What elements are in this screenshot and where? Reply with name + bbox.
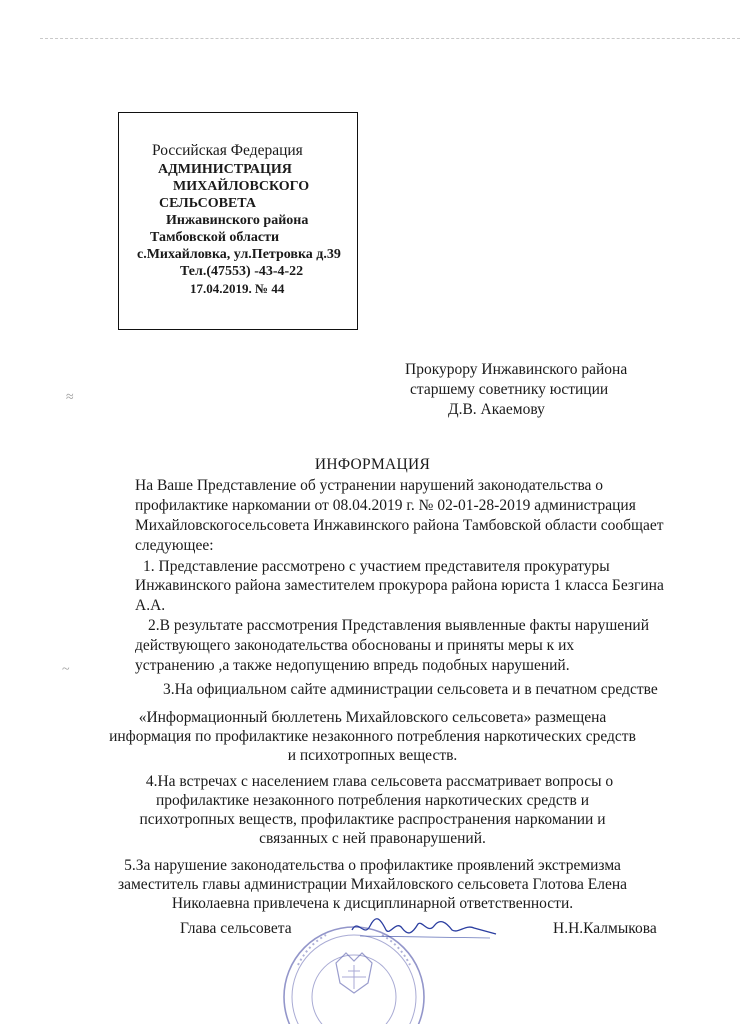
letterhead-region: Тамбовской области (150, 230, 280, 245)
letterhead-district: Инжавинского района (166, 213, 309, 228)
letterhead-org: СЕЛЬСОВЕТА (159, 196, 257, 211)
paragraph-2-line: действующего законодательства обоснованы и приняты меры к их (135, 637, 575, 654)
letterhead-org: МИХАЙЛОВСКОГО (173, 179, 310, 194)
handwritten-signature (350, 912, 500, 942)
letterhead-date-number: 17.04.2019. № 44 (190, 281, 285, 296)
intro-line: Михайловскогосельсовета Инжавинского района Тамбовской области сообщает (135, 517, 664, 534)
paragraph-2-line: 2.В результате рассмотрения Представления выявленные факты нарушений (148, 617, 650, 634)
paragraph-3-line: 3.На официальном сайте администрации сельсовета и в печатном средстве (163, 681, 658, 698)
addressee-rank: старшему советнику юстиции (410, 381, 609, 398)
intro-line: следующее: (135, 537, 214, 554)
letterhead-phone: Тел.(47553) -43-4-22 (180, 264, 304, 279)
intro-line: На Ваше Представление об устранении нарушений законодательства о (135, 477, 604, 494)
scan-mark: ≈ (66, 390, 74, 405)
paragraph-1-line: Инжавинского района заместителем прокурора района юриста 1 класса Безгина (135, 577, 664, 594)
letterhead-country: Российская Федерация (152, 142, 303, 159)
document-title: ИНФОРМАЦИЯ (314, 456, 431, 473)
letterhead-address: с.Михайловка, ул.Петровка д.39 (137, 247, 341, 262)
paragraph-1-line: А.А. (135, 597, 166, 614)
scan-mark: ~ (62, 662, 70, 677)
paragraph-4-line: связанных с ней правонарушений. (259, 830, 486, 847)
signature-position: Глава сельсовета (180, 920, 292, 937)
paragraph-3-line: информация по профилактике незаконного потребления наркотических средств (109, 728, 636, 745)
addressee-position: Прокурору Инжавинского района (405, 361, 628, 378)
letterhead-org: АДМИНИСТРАЦИЯ (158, 162, 292, 177)
paragraph-4-line: 4.На встречах с населением глава сельсовета рассматривает вопросы о (145, 773, 614, 790)
addressee-name: Д.В. Акаемову (448, 401, 545, 418)
paragraph-4-line: психотропных веществ, профилактике распространения наркомании и (139, 811, 606, 828)
paragraph-2-line: устранению ,а также недопущению впредь подобных нарушений. (135, 657, 570, 674)
paragraph-5-line: 5.За нарушение законодательства о профилактике проявлений экстремизма (124, 857, 621, 874)
paragraph-4-line: профилактике незаконного потребления наркотических средств и (156, 792, 589, 809)
signature-name: Н.Н.Калмыкова (553, 920, 657, 937)
intro-line: профилактике наркомании от 08.04.2019 г. № 02-01-28-2019 администрация (135, 497, 636, 514)
paragraph-3-line: «Информационный бюллетень Михайловского сельсовета» размещена (138, 709, 607, 726)
paragraph-5-line: Николаевна привлечена к дисциплинарной ответственности. (171, 895, 574, 912)
page-top-edge (40, 38, 740, 39)
paragraph-1-line: 1. Представление рассмотрено с участием представителя прокуратуры (143, 558, 610, 575)
paragraph-3-line: и психотропных веществ. (287, 747, 458, 764)
paragraph-5-line: заместитель главы администрации Михайловского сельсовета Глотова Елена (117, 876, 628, 893)
